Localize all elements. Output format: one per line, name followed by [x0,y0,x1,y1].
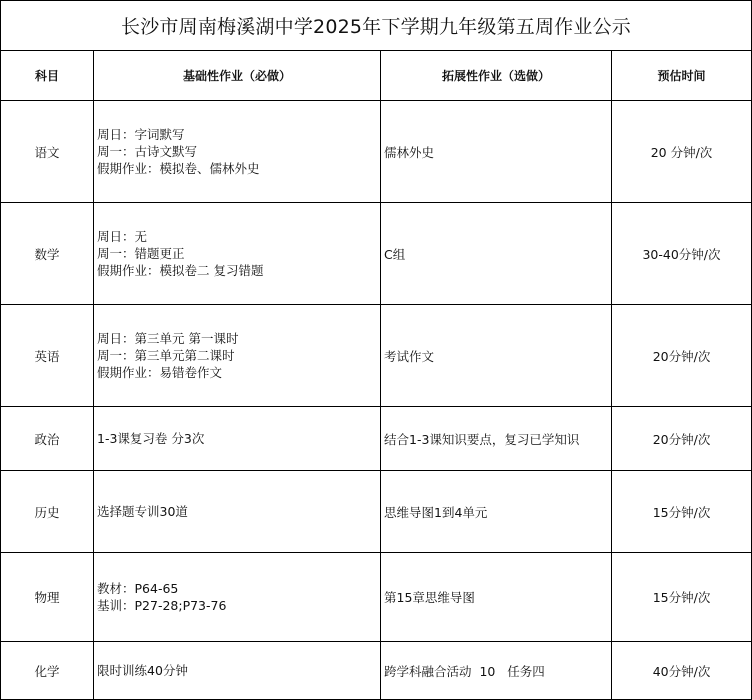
basic-homework-cell [94,407,381,471]
header-basic-homework: 基础性作业（必做） [94,51,381,101]
table-row [1,553,752,642]
page-title: 长沙市周南梅溪湖中学2025年下学期九年级第五周作业公示 [1,1,752,51]
estimated-time-cell: 15分钟/次 [612,553,752,642]
basic-homework-cell [94,203,381,305]
table-row [1,407,752,471]
estimated-time-cell: 20分钟/次 [612,305,752,407]
table-row [1,642,752,700]
subject-cell: 英语 [1,305,94,407]
extended-homework-cell: 思维导图1到4单元 [381,471,612,553]
title-row [1,1,752,51]
subject-cell: 历史 [1,471,94,553]
basic-homework-line: 周一：第三单元第二课时 [97,348,235,363]
extended-homework-cell: 结合1-3课知识要点，复习已学知识 [381,407,612,471]
basic-homework-line: 周一：古诗文默写 [97,144,198,159]
estimated-time-cell: 20 分钟/次 [612,101,752,203]
basic-homework-line: 1-3课复习卷 分3次 [97,431,205,446]
extended-homework-cell: C组 [381,203,612,305]
extended-homework-cell: 考试作文 [381,305,612,407]
subject-cell: 化学 [1,642,94,700]
estimated-time-cell: 15分钟/次 [612,471,752,553]
basic-homework-line: 假期作业：模拟卷、儒林外史 [97,161,260,176]
basic-homework-line: 选择题专训30道 [97,504,188,519]
header-estimated-time: 预估时间 [612,51,752,101]
basic-homework-cell [94,305,381,407]
basic-homework-cell [94,553,381,642]
header-subject: 科目 [1,51,94,101]
estimated-time-cell: 40分钟/次 [612,642,752,700]
basic-homework-cell [94,642,381,700]
basic-homework-cell [94,471,381,553]
basic-homework-line: 假期作业：模拟卷二 复习错题 [97,263,264,278]
subject-cell: 政治 [1,407,94,471]
basic-homework-cell [94,101,381,203]
basic-homework-line: 基训：P27-28;P73-76 [97,598,227,613]
basic-homework-line: 教材：P64-65 [97,581,179,596]
table-row [1,101,752,203]
header-row [1,51,752,101]
basic-homework-line: 周日：无 [97,229,148,244]
basic-homework-line: 周一：错题更正 [97,246,185,261]
extended-homework-cell: 跨学科融合活动 10 任务四 [381,642,612,700]
subject-cell: 数学 [1,203,94,305]
extended-homework-cell: 第15章思维导图 [381,553,612,642]
basic-homework-line: 假期作业：易错卷作文 [97,365,223,380]
estimated-time-cell: 20分钟/次 [612,407,752,471]
subject-cell: 物理 [1,553,94,642]
basic-homework-line: 周日：第三单元 第一课时 [97,331,239,346]
table-row [1,203,752,305]
header-extended-homework: 拓展性作业（选做） [381,51,612,101]
extended-homework-cell: 儒林外史 [381,101,612,203]
subject-cell: 语文 [1,101,94,203]
table-row [1,305,752,407]
basic-homework-line: 限时训练40分钟 [97,663,188,678]
estimated-time-cell: 30-40分钟/次 [612,203,752,305]
table-row [1,471,752,553]
basic-homework-line: 周日：字词默写 [97,127,185,142]
